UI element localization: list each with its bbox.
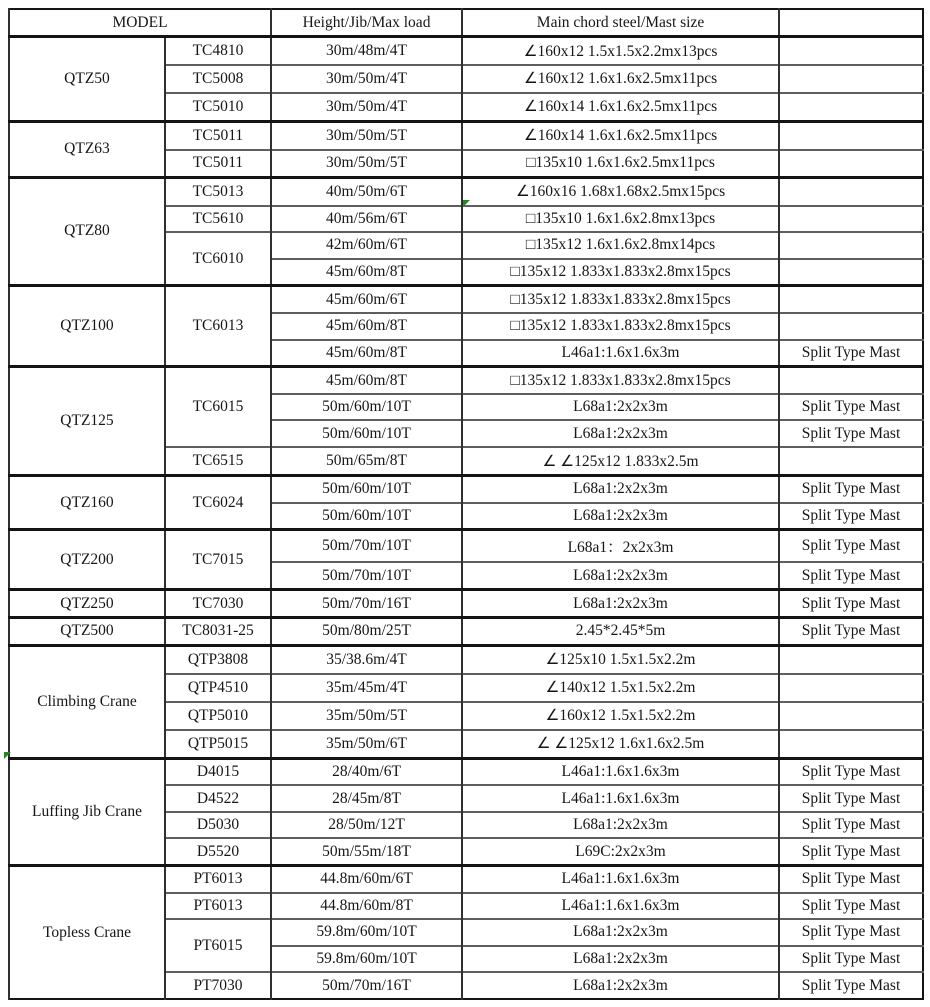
spec-cell: 50m/70m/10T — [271, 562, 462, 589]
model-cell: QTP5010 — [165, 702, 271, 730]
chord-cell: ∠160x16 1.68x1.68x2.5mx15pcs — [462, 177, 779, 206]
spec-cell: 45m/60m/6T — [271, 286, 462, 313]
mast-cell: Split Type Mast — [779, 812, 923, 839]
chord-cell: ∠140x12 1.5x1.5x2.2m — [462, 674, 779, 702]
model-cell: TC5011 — [165, 121, 271, 150]
mast-cell — [779, 286, 923, 313]
mast-cell: Split Type Mast — [779, 340, 923, 367]
green-comment-marker-icon — [463, 200, 470, 207]
model-cell: TC5011 — [165, 150, 271, 177]
table-row — [9, 286, 923, 313]
group-cell: QTZ63 — [9, 121, 165, 177]
mast-cell: Split Type Mast — [779, 562, 923, 589]
chord-cell: ∠160x14 1.6x1.6x2.5mx11pcs — [462, 121, 779, 150]
mast-cell — [779, 206, 923, 233]
chord-cell: □135x12 1.6x1.6x2.8mx14pcs — [462, 232, 779, 259]
spec-cell: 59.8m/60m/10T — [271, 919, 462, 946]
spec-cell: 50m/55m/18T — [271, 838, 462, 865]
mast-cell — [779, 645, 923, 674]
spec-cell: 50m/70m/10T — [271, 530, 462, 563]
model-cell: QTP3808 — [165, 645, 271, 674]
chord-cell: ∠125x10 1.5x1.5x2.2m — [462, 645, 779, 674]
chord-cell: ∠160x14 1.6x1.6x2.5mx11pcs — [462, 93, 779, 122]
mast-cell — [779, 177, 923, 206]
model-cell: D5030 — [165, 812, 271, 839]
table-row — [9, 645, 923, 674]
spec-cell: 50m/60m/10T — [271, 476, 462, 503]
model-cell: TC4810 — [165, 37, 271, 66]
spec-cell: 35/38.6m/4T — [271, 645, 462, 674]
model-cell: PT6013 — [165, 893, 271, 920]
group-cell: QTZ50 — [9, 37, 165, 122]
spec-cell: 35m/50m/5T — [271, 702, 462, 730]
spec-cell: 44.8m/60m/8T — [271, 893, 462, 920]
group-cell: QTZ160 — [9, 476, 165, 530]
group-cell: QTZ125 — [9, 367, 165, 476]
group-cell: QTZ80 — [9, 177, 165, 286]
group-cell: QTZ100 — [9, 286, 165, 367]
model-cell: TC5013 — [165, 177, 271, 206]
spec-cell: 44.8m/60m/6T — [271, 866, 462, 893]
model-cell: QTP4510 — [165, 674, 271, 702]
mast-cell: Split Type Mast — [779, 919, 923, 946]
group-cell: Topless Crane — [9, 866, 165, 1000]
mast-cell — [779, 259, 923, 286]
model-cell: TC5610 — [165, 206, 271, 233]
model-cell: QTP5015 — [165, 730, 271, 759]
mast-cell: Split Type Mast — [779, 866, 923, 893]
mast-cell — [779, 232, 923, 259]
spec-cell: 50m/70m/16T — [271, 972, 462, 999]
chord-cell: L46a1:1.6x1.6x3m — [462, 785, 779, 812]
spec-cell: 45m/60m/8T — [271, 313, 462, 340]
spec-cell: 45m/60m/8T — [271, 259, 462, 286]
table-row — [9, 121, 923, 150]
mast-cell — [779, 447, 923, 476]
chord-cell: L46a1:1.6x1.6x3m — [462, 340, 779, 367]
chord-cell: L68a1:2x2x3m — [462, 590, 779, 618]
spec-cell: 50m/60m/10T — [271, 503, 462, 530]
chord-cell: L68a1:2x2x3m — [462, 476, 779, 503]
header-chord-mast: Main chord steel/Mast size — [462, 9, 779, 37]
crane-table-body — [9, 37, 923, 1000]
model-cell: TC5008 — [165, 65, 271, 93]
model-cell: TC6010 — [165, 232, 271, 286]
mast-cell: Split Type Mast — [779, 838, 923, 865]
group-cell: QTZ250 — [9, 590, 165, 618]
header-row — [9, 9, 923, 37]
mast-cell — [779, 674, 923, 702]
spec-cell: 30m/50m/4T — [271, 93, 462, 122]
table-row — [9, 476, 923, 503]
mast-cell — [779, 313, 923, 340]
model-cell: TC6024 — [165, 476, 271, 530]
chord-cell: □135x12 1.833x1.833x2.8mx15pcs — [462, 286, 779, 313]
spec-cell: 35m/50m/6T — [271, 730, 462, 759]
spec-cell: 35m/45m/4T — [271, 674, 462, 702]
model-cell: D5520 — [165, 838, 271, 865]
spec-cell: 59.8m/60m/10T — [271, 946, 462, 973]
header-model: MODEL — [9, 9, 271, 37]
chord-cell: L68a1:2x2x3m — [462, 812, 779, 839]
spec-cell: 40m/56m/6T — [271, 206, 462, 233]
chord-cell: □135x12 1.833x1.833x2.8mx15pcs — [462, 313, 779, 340]
spec-cell: 28/40m/6T — [271, 758, 462, 785]
chord-cell: ∠160x12 1.5x1.5x2.2m — [462, 702, 779, 730]
model-cell: TC6015 — [165, 367, 271, 447]
chord-cell: L68a1:2x2x3m — [462, 946, 779, 973]
mast-cell: Split Type Mast — [779, 785, 923, 812]
spec-cell: 30m/50m/4T — [271, 65, 462, 93]
chord-cell: L68a1:2x2x3m — [462, 972, 779, 999]
group-cell: Luffing Jib Crane — [9, 758, 165, 865]
model-cell: PT6013 — [165, 866, 271, 893]
chord-cell: □135x12 1.833x1.833x2.8mx15pcs — [462, 259, 779, 286]
mast-cell: Split Type Mast — [779, 590, 923, 618]
model-cell: TC7030 — [165, 590, 271, 618]
spec-cell: 30m/48m/4T — [271, 37, 462, 66]
spec-cell: 40m/50m/6T — [271, 177, 462, 206]
spec-cell: 50m/65m/8T — [271, 447, 462, 476]
chord-cell: ∠160x12 1.6x1.6x2.5mx11pcs — [462, 65, 779, 93]
table-row — [9, 37, 923, 66]
spec-cell: 30m/50m/5T — [271, 150, 462, 177]
mast-cell — [779, 93, 923, 122]
chord-cell: L68a1:2x2x3m — [462, 503, 779, 530]
mast-cell — [779, 37, 923, 66]
spec-cell: 50m/70m/16T — [271, 590, 462, 618]
spec-cell: 30m/50m/5T — [271, 121, 462, 150]
chord-cell: 2.45*2.45*5m — [462, 617, 779, 645]
header-height-jib-load: Height/Jib/Max load — [271, 9, 462, 37]
mast-cell: Split Type Mast — [779, 972, 923, 999]
spec-cell: 28/45m/8T — [271, 785, 462, 812]
table-row — [9, 367, 923, 394]
crane-spec-table — [8, 8, 924, 1000]
chord-cell: ∠160x12 1.5x1.5x2.2mx13pcs — [462, 37, 779, 66]
table-row — [9, 590, 923, 618]
chord-cell: L46a1:1.6x1.6x3m — [462, 893, 779, 920]
mast-cell — [779, 121, 923, 150]
chord-cell: □135x12 1.833x1.833x2.8mx15pcs — [462, 367, 779, 394]
mast-cell — [779, 150, 923, 177]
chord-cell: L68a1:2x2x3m — [462, 919, 779, 946]
model-cell: TC6515 — [165, 447, 271, 476]
chord-cell: ∠ ∠125x12 1.6x1.6x2.5m — [462, 730, 779, 759]
table-row — [9, 758, 923, 785]
table-row — [9, 530, 923, 563]
model-cell: TC6013 — [165, 286, 271, 367]
spec-cell: 42m/60m/6T — [271, 232, 462, 259]
model-cell: PT7030 — [165, 972, 271, 999]
model-cell: TC8031-25 — [165, 617, 271, 645]
mast-cell: Split Type Mast — [779, 394, 923, 421]
chord-cell: □135x10 1.6x1.6x2.5mx11pcs — [462, 150, 779, 177]
green-comment-marker-icon — [4, 752, 11, 759]
group-cell: QTZ200 — [9, 530, 165, 590]
group-cell: Climbing Crane — [9, 645, 165, 758]
spec-cell: 28/50m/12T — [271, 812, 462, 839]
model-cell: D4522 — [165, 785, 271, 812]
chord-cell: L68a1：2x2x3m — [462, 530, 779, 563]
mast-cell: Split Type Mast — [779, 420, 923, 447]
model-cell: TC5010 — [165, 93, 271, 122]
chord-cell: □135x10 1.6x1.6x2.8mx13pcs — [462, 206, 779, 233]
mast-cell: Split Type Mast — [779, 946, 923, 973]
mast-cell: Split Type Mast — [779, 758, 923, 785]
spec-cell: 50m/80m/25T — [271, 617, 462, 645]
chord-cell: L46a1:1.6x1.6x3m — [462, 758, 779, 785]
table-row — [9, 617, 923, 645]
spec-cell: 45m/60m/8T — [271, 340, 462, 367]
model-cell: PT6015 — [165, 919, 271, 972]
mast-cell: Split Type Mast — [779, 530, 923, 563]
spec-cell: 45m/60m/8T — [271, 367, 462, 394]
table-row — [9, 866, 923, 893]
model-cell: TC7015 — [165, 530, 271, 590]
spec-cell: 50m/60m/10T — [271, 394, 462, 421]
model-cell: D4015 — [165, 758, 271, 785]
spec-cell: 50m/60m/10T — [271, 420, 462, 447]
mast-cell — [779, 65, 923, 93]
mast-cell — [779, 367, 923, 394]
chord-cell: ∠ ∠125x12 1.833x2.5m — [462, 447, 779, 476]
chord-cell: L69C:2x2x3m — [462, 838, 779, 865]
chord-cell: L46a1:1.6x1.6x3m — [462, 866, 779, 893]
mast-cell: Split Type Mast — [779, 893, 923, 920]
chord-cell: L68a1:2x2x3m — [462, 394, 779, 421]
mast-cell: Split Type Mast — [779, 617, 923, 645]
mast-cell — [779, 730, 923, 759]
header-empty — [779, 9, 923, 37]
chord-cell: L68a1:2x2x3m — [462, 420, 779, 447]
group-cell: QTZ500 — [9, 617, 165, 645]
mast-cell: Split Type Mast — [779, 503, 923, 530]
mast-cell — [779, 702, 923, 730]
mast-cell: Split Type Mast — [779, 476, 923, 503]
chord-cell: L68a1:2x2x3m — [462, 562, 779, 589]
